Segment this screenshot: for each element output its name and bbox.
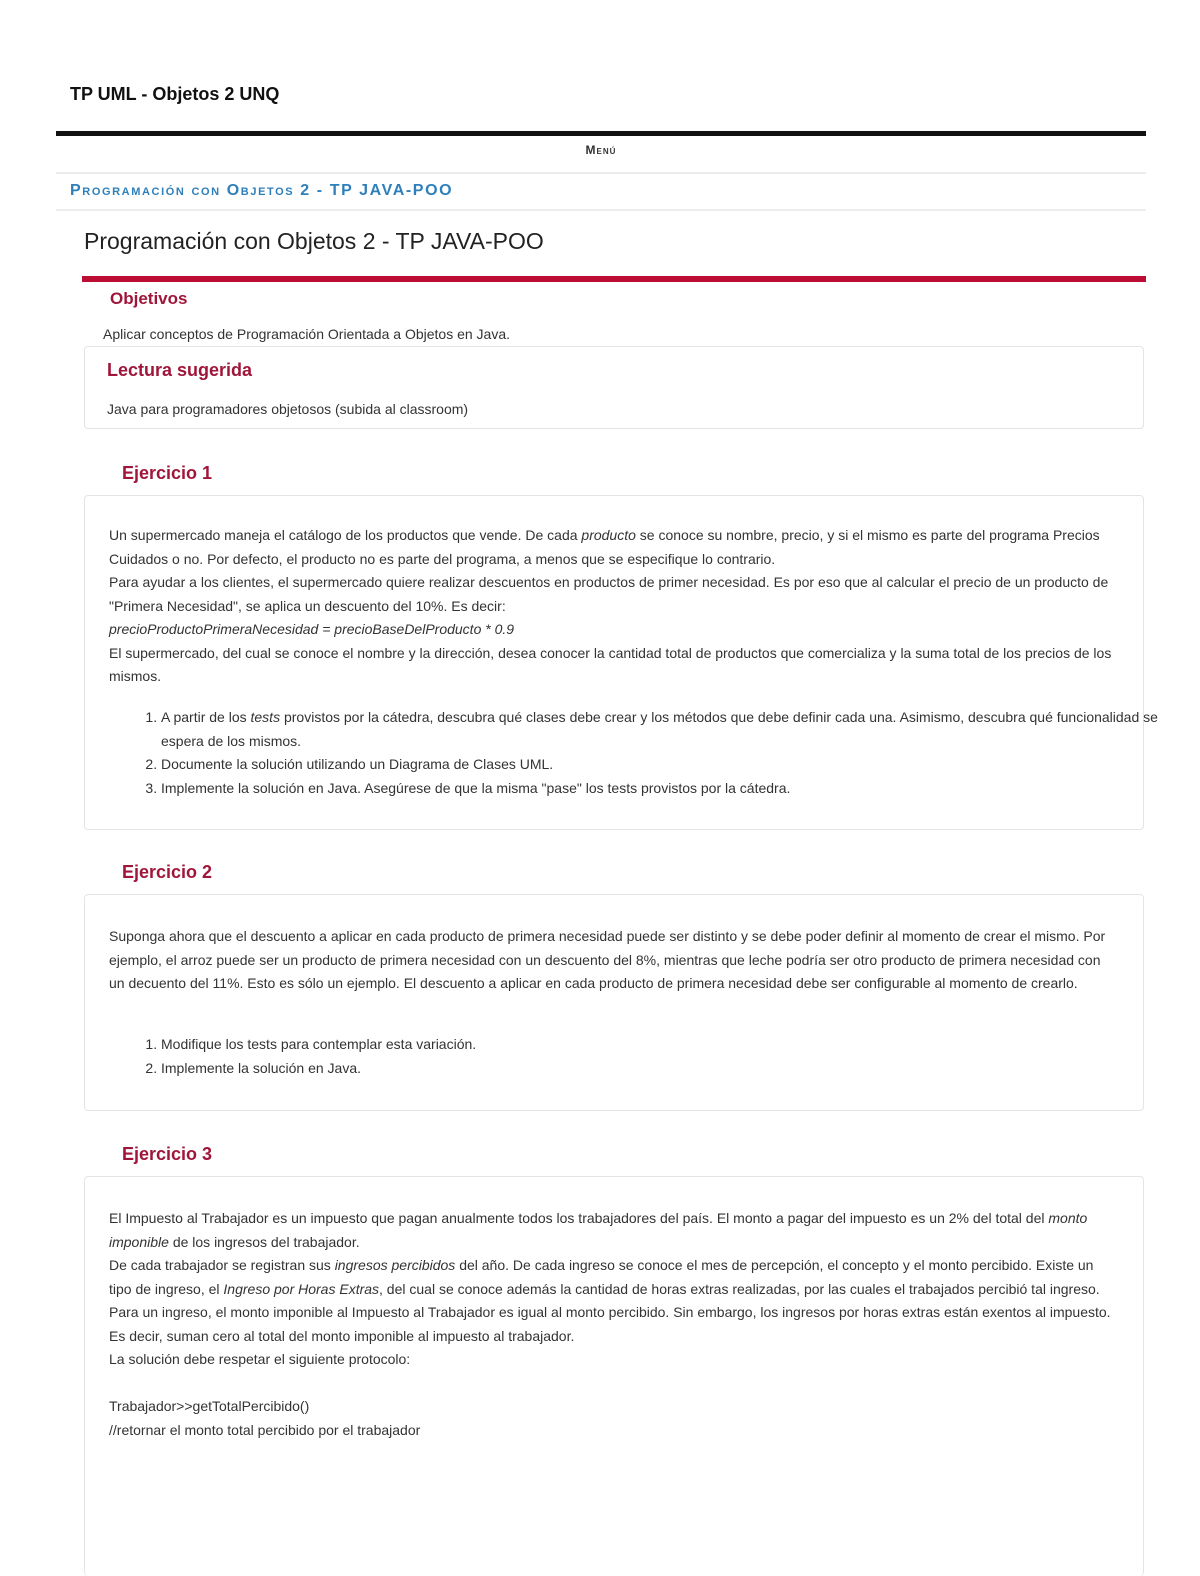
list-item: 1. A partir de los tests provistos por la cátedra, descubra qué clases debe crear y los métodos que debe definir cada una. Asimismo, descubra qué funcionalidad se espera de los mismos.: [161, 706, 1161, 753]
ejercicio-2-body: Suponga ahora que el descuento a aplicar en cada producto de primera necesidad puede ser distinto y se debe poder definir al momento de crear el mismo. Por ejemplo, el arroz puede ser un producto de primera necesidad con un descuento del 8%, mientras que leche podría ser otro producto de primera necesidad con un decuento del 11%. Esto es sólo un ejemplo. El descuento a aplicar en cada producto de primera necesidad debe ser configurable al momento de crearlo.: [109, 928, 1106, 991]
header-divider: [56, 131, 1146, 136]
lectura-heading: Lectura sugerida: [107, 360, 253, 380]
menu-divider: [56, 172, 1146, 174]
ejercicio-2-steps: [109, 1033, 1161, 1080]
ejercicio-1-body: Un supermercado maneja el catálogo de los productos que vende. De cada producto se conoce su nombre, precio, y si el mismo es parte del programa Precios Cuidados o no. Por defecto, el producto no es parte del programa, a menos que se especifique lo contrario. Para ayudar a los clientes, el supermercado quiere realizar descuentos en productos de primer necesidad. Es por eso que al calcular el precio de un producto de "Primera Necesidad", se aplica un descuento del 10%. Es decir: precioProductoPrimeraNecesidad = precioBaseDelProducto * 0.9 El supermercado, del cual se conoce el nombre y la dirección, desea conocer la cantidad total de productos que comercializa y la suma total de los precios de los mismos.: [109, 527, 1112, 684]
site-title: TP UML - Objetos 2 UNQ: [70, 84, 280, 104]
objetivos-text: Aplicar conceptos de Programación Orientada a Objetos en Java.: [103, 326, 511, 342]
breadcrumb-link[interactable]: Programación con Objetos 2 - TP JAVA-POO: [70, 182, 454, 199]
lectura-text: Java para programadores objetosos (subida al classroom): [107, 401, 469, 417]
code-comment: //retornar el monto total percibido por el trabajador: [109, 1421, 421, 1438]
list-item: 2. Documente la solución utilizando un Diagrama de Clases UML.: [161, 753, 1161, 777]
list-item: 3. Implemente la solución en Java. Asegúrese de que la misma "pase" los tests provistos por la cátedra.: [161, 777, 1161, 801]
menu-toggle[interactable]: Menú: [585, 143, 617, 157]
breadcrumb-divider: [56, 209, 1146, 211]
ejercicio-1-steps: [109, 706, 1161, 800]
formula: precioProductoPrimeraNecesidad = precioBaseDelProducto * 0.9: [109, 621, 515, 637]
objetivos-heading: Objetivos: [110, 289, 188, 308]
ejercicio-3-body: El Impuesto al Trabajador es un impuesto que pagan anualmente todos los trabajadores del país. El monto a pagar del impuesto es un 2% del total del monto imponible de los ingresos del trabajador. De cada trabajador se registran sus ingresos percibidos del año. De cada ingreso se conoce el mes de percepción, el concepto y el monto percibido. Existe un tipo de ingreso, el Ingreso por Horas Extras, del cual se conoce además la cantidad de horas extras realizadas, por las cuales el trabajados percibió tal ingreso. Para un ingreso, el monto imponible al Impuesto al Trabajador es igual al monto percibido. Sin embargo, los ingresos por horas extras están exentos al impuesto. Es decir, suman cero al total del monto imponible al impuesto al trabajador. La solución debe respetar el siguiente protocolo: Trabajador>>getTotalPercibido() //retornar el monto total percibido por el trabajador: [109, 1210, 1111, 1438]
list-item: 2. Implemente la solución en Java.: [161, 1057, 1161, 1081]
code-line: Trabajador>>getTotalPercibido(): [109, 1398, 310, 1414]
title-divider: [82, 276, 1146, 282]
ejercicio-1-heading: Ejercicio 1: [122, 463, 213, 483]
ejercicio-3-heading: Ejercicio 3: [122, 1144, 213, 1164]
list-item: 1. Modifique los tests para contemplar esta variación.: [161, 1033, 1161, 1057]
ejercicio-2-heading: Ejercicio 2: [122, 862, 213, 882]
page-title: Programación con Objetos 2 - TP JAVA-POO: [84, 228, 544, 254]
